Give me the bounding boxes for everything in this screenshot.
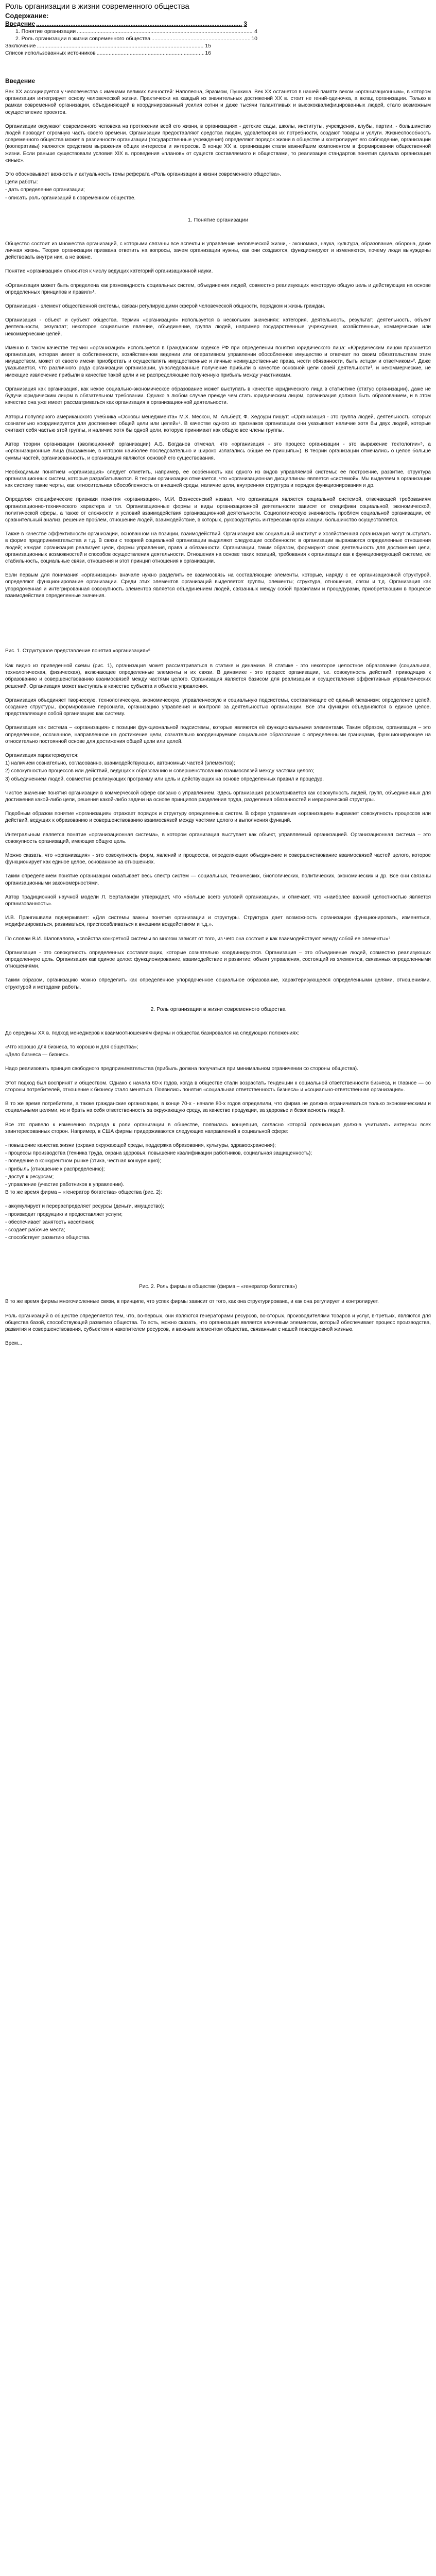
paragraph: Подобным образом понятие «организация» отражает порядок и структуру определенных систем. В сфере управления «организация» выражает совокупность процессов или действий, ведущих к образованию и совершенствованию взаимосвязей между частями целого и выполнения функций. [5, 811, 431, 824]
paragraph: Роль организаций в обществе определяется тем, что, во-первых, они являются генераторами ресурсов, во-вторых, производителями товаров и услуг, в-третьих, являются для общества базой, способствующей развитию общества. То есть, можно сказать, что организация является ключевым элементом, который обеспечивает процесс производства, развития и совершенствования, субъектом и накопителем ресурсов, и важным элементом общества, связанным с нашей повседневной жизнью. [5, 1313, 431, 1332]
table-of-contents [5, 20, 431, 57]
paragraph: «Дело бизнеса — бизнес». [5, 1052, 70, 1058]
toc-heading: Содержание: [5, 12, 49, 20]
paragraph: Таким определением понятие организации охватывает весь спектр систем — социальных, технических, биологических, политических, экономических и др. Все они связаны организационными закономерностями. [5, 873, 431, 886]
toc-item-page: 15 [205, 43, 211, 49]
paragraph: Можно сказать, что «организация» - это совокупность форм, явлений и процессов, определяющих объединение и совершенствование взаимосвязей частей целого, которое функционирует как единое целое, основанное на отношениях. [5, 853, 431, 866]
toc-item-page: 3 [243, 20, 247, 27]
paragraph: - поведение в конкурентном рынке (этика, честная конкуренция); [5, 1158, 161, 1164]
paragraph: - прибыль (отношение к распределению); [5, 1166, 105, 1172]
paragraph: Организация как организация, как некое социально-экономическое образование может выступать в качестве юридического лица в статистике (статус организации), даже не будучи юридическим лицом в обязательном требовании. Однако в любом случае прежде чем стать юридическим лицом, организация должна быть образованием, и в этом качестве она уже имеет рассматриваться как организация в организационной деятельности. [5, 386, 431, 406]
toc-item-intro[interactable] [5, 20, 247, 28]
paragraph: 3) объединением людей, совместно реализующих программу или цель и действующих на основе определенных правил и процедур. [5, 776, 324, 782]
figure-1-placeholder [5, 606, 431, 648]
paragraph: Общество состоит из множества организаций, с которыми связаны все аспекты и управление человеческой жизни, - экономика, наука, культура, образование, оборона, даже личная жизнь. Теория организации призвана ответить на вопросы, зачем организации нужны, как они создаются, функционируют и изменяются, почему люди вынуждены действовать внутри них, а не вовне. [5, 241, 431, 261]
paragraph: Этот подход был воспринят и обществом. Однако с начала 60-х годов, когда в обществе стали возрастать тенденции к социальной ответственности бизнеса, и главное — со стороны потребителей, отношение к бизнесу стало меняться. Появились понятия «социальная ответственность бизнеса» и «социально-ответственная организация». [5, 1080, 431, 1093]
truncated-line: Врем... [5, 1341, 23, 1347]
paragraph: Век XX ассоциируется у человечества с именами великих личностей: Наполеона, Эразмом, Пушкина. Век XX останется в нашей памяти веком «организационным», в котором организация интегрирует основу человеческой жизни. Практически на каждый из значительных достижений XX в. стоит не гений-одиночка, а вклад организации. Только в рамках современной организации, объединяющей в координированный усилия сотни и даже тысячи талантливых и высококвалифицированных людей, стало возможным осуществление проектов. [5, 89, 431, 115]
paragraph: 1) наличием сознательно, согласованно, взаимодействующих, автономных частей (элементов); [5, 760, 235, 767]
paragraph: Автор теории организации (эволюционной организации) А.Б. Богданов отмечал, что «организация - это процесс организации - это выражение тектологии»⁵, а «организационные лица (выражение, в котором наиболее последовательно и широко излагались общие ее принципы»). В теории организации отмечались о целое больше суммы частей, организованность, и организация являются основой его существования. [5, 442, 431, 461]
paragraph: Организация характеризуется: [5, 753, 79, 758]
intro-body [5, 89, 431, 201]
paragraph: - аккумулирует и перераспределяет ресурсы (деньги, имущество); [5, 1204, 164, 1210]
paragraph: Организация - это совокупность определенных составляющих, которые сознательно координируются. Организация – это объединение людей, совместно реализующих определенную цель. Организация как единое целое: функционирование, взаимодействие и развитие; объект управления, состоящий из элементов, связанных определенными отношениями. [5, 950, 431, 970]
chapter-1-continued [5, 663, 431, 991]
toc-item-references[interactable] [5, 49, 211, 57]
paragraph: До середины XX в. подход менеджеров к взаимоотношениям фирмы и общества базировался на следующих положениях: [5, 1030, 300, 1036]
paragraph: - создает рабочие места; [5, 1227, 65, 1233]
document-title: Роль организации в жизни современного общества [5, 2, 189, 11]
paragraph: Организации окружают современного человека на протяжении всей его жизни, в организациях - детские сады, школы, институты, учреждения, клубы, партии, - большинство людей проводит огромную часть своего времени. Организации предоставляют средства людям, удовлетворяя их потребности, создают товары и услуги. Жизнеспособность современного общества может в различности организации (государственные учреждения) определяют порядок жизни в обществе и контролирует его соблюдение, организации (кооперативы) являются средством выражения общих интересов и интересов. В конце XX в. организации стали важнейшим компонентом в формировании общественной жизни. Если раньше существовали условия XIX в. проведения «планов» от существ составляемого и обществами, то реализация стандартов понятия сделала организация «иные». [5, 123, 431, 163]
paragraph: - способствует развитию общества. [5, 1235, 91, 1241]
chapter-1-heading: 1. Понятие организации [187, 216, 249, 223]
paragraph: Как видно из приведенной схемы (рис. 1), организация может рассматриваться в статике и динамике. В статике - это некоторое целостное образование (социальная, технологическая, физическая), включающее определенные элементы и их связи. В динамике - это процесс организации, т.е. совокупность действий, приводящих к образованию и совершенствованию взаимосвязей между частями целого. Организация является базисом для реализации и осуществления эффективных управленческих решений. Организация может выступать в качестве субъекта и объекта управления. [5, 663, 431, 689]
paragraph: Надо реализовать принцип свободного предпринимательства (прибыль должна получаться при минимальном ограничении со стороны общества). [5, 1066, 358, 1072]
paragraph: Необходимым понятием «организация» следует отметить, например, ее особенность как одного из видов управляемой системы: ее построение, развитие, структура организационных систем, которые разрабатываются. В теории организации отмечается, что «организационная дисциплина» является «системой». Мы выделяем в организации как систему такие черты, как: относительная обособленность от внешней среды, наличие цели, внутренняя структура и порядок функционирования и др. [5, 469, 431, 489]
paragraph: - дать определение организации; [5, 187, 85, 193]
toc-item-page: 16 [205, 50, 211, 56]
toc-item-label: Введение [5, 20, 36, 27]
paragraph: Чистое значение понятия организации в коммерческой сфере связано с управлением. Здесь организация рассматривается как совокупность людей, групп, объединенных для достижения какой-либо цели, решения какой-либо задачи на основе принципов разделения труда, разделения обязанностей и иерархической структуры. [5, 790, 431, 803]
paragraph: Авторы популярного американского учебника «Основы менеджмента» М.Х. Мескон, М. Альберт, Ф. Хедоури пишут: «Организация - это группа людей, деятельность которых сознательно координируется для достижения общей цели или целей»⁴. В качестве одного из признаков организации они указывают наличие хотя бы двух людей, которые считают себя частью этой группы, и наличие хотя бы одной цели, которую принимают как общую все члены группы. [5, 414, 431, 433]
toc-item-chapter-2[interactable] [5, 35, 257, 42]
figure-2-caption: Рис. 2. Роль фирмы в обществе (фирма – «генератор богатства») [139, 1284, 297, 1290]
paragraph: - управление (участие работников в управлении). [5, 1181, 125, 1188]
paragraph: - производит продукцию и предоставляет услуги; [5, 1211, 123, 1217]
paragraph: - повышение качества жизни (охрана окружающей среды, поддержка образования, культуры, здравоохранения); [5, 1142, 276, 1148]
paragraph: - процессы производства (техника труда, охрана здоровья, повышение квалификации работников, социальная защищенность); [5, 1150, 312, 1157]
toc-item-page: 4 [254, 28, 257, 35]
toc-item-label: 1. Понятие организации [15, 28, 76, 35]
chapter-2-heading: 2. Роль организации в жизни современного общества [150, 1006, 286, 1012]
paragraph: Цели работы: [5, 179, 38, 185]
paragraph: Именно в таком качестве термин «организация» используется в Гражданском кодексе РФ при определении понятия юридического лица: «Юридическим лицом признается организация, которая имеет в собственности, хозяйственном ведении или оперативном управлении обособленное имущество и отвечает по своим обязательствам этим имуществом, может от своего имени приобретать и осуществлять имущественные и личные неимущественные права, нести обязанности, быть истцом и ответчиком»². Даже указывается, что различного рода организации организации, унаследованные получение прибыли в качестве основной цели своей деятельности³, и некоммерческие, не имеющие извлечение прибыли в качестве такой цели и не распределяющие полученную прибыль между участниками. [5, 345, 431, 378]
paragraph: «Что хорошо для бизнеса, то хорошо и для общества»; [5, 1044, 138, 1050]
paragraph: Определяя специфические признаки понятия «организация», М.И. Вознесенский назвал, что организация является социальной системой, отвечающей требованиям организационно-технического характера и т.п. Организационные формы и виды организационной деятельности зависят от специфики социальной, экономической, политической сферы, а также от сложности и условий взаимодействия организационной деятельности. Социологическую значимость проблем социальной организации, её сравнительный анализ, решение проблем, отношение людей, взаимодействие, в которых, руководствуясь интересами организации, большинство осуществляется. [5, 497, 431, 523]
paragraph: Если первым для понимания «организации» вначале нужно разделить ее взаимосвязь на составляющие элементы, которые, наряду с ее организационной структурой, определяют функционирование организации. Среди этих элементов организаций выделяется: группы, элементы; структура, отношения, связи и т.д. Организация как упорядоченная и интегрированная совокупность элементов является объединением людей, связанных между собой правилами и процедурами, приобретающим в процессе взаимодействия определенные значения. [5, 572, 431, 599]
toc-item-conclusion[interactable] [5, 42, 211, 49]
chapter-2-continued [5, 1298, 431, 1333]
chapter-1-body [5, 241, 431, 599]
paragraph: Это обосновывает важность и актуальность темы реферата «Роль организации в жизни современного общества». [5, 172, 282, 178]
figure-2-placeholder [5, 1242, 431, 1283]
paragraph: Организация как система – «организация» с позиции функциональной подсистемы, которые являются её функциональными элементами. Таким образом, организация – это определенное, осознанное, направленное на достижение цели, сознательно координируемое социальное образование с определенными границами, функционирующее на относительно постоянной основе для достижения общей цели или целей. [5, 725, 431, 744]
paragraph: Автор традиционной научной модели Л. Берталанфи утверждает, что «больше всего условий организации», и отмечает, что «наиболее важной целостностью является организованность». [5, 894, 431, 907]
paragraph: Все это привело к изменению подхода к роли организации в обществе, появилась концепция, согласно которой организация должна учитывать интересы всех заинтересованных сторон. Например, в США фирмы придерживаются следующих направлений в социальной сфере: [5, 1122, 431, 1134]
paragraph: - обеспечивает занятость населения; [5, 1219, 95, 1225]
paragraph: Организация - объект и субъект общества. Термин «организация» используется в нескольких значениях: категория, деятельность, результат; деятельность, объект деятельности, результат; некоторое социальное явление, объединение, группа людей, например государственные учреждения, хозяйственные, коммерческие или некоммерческие целей. [5, 317, 431, 337]
toc-item-label: Список использованных источников [5, 50, 96, 56]
paragraph: Таким образом, организацию можно определить как определённое упорядоченное социальное образование, характеризующееся определенными целями, отношениями, структурой и методами работы. [5, 977, 431, 990]
paragraph: В то же время фирмы многочисленные связи, в принципе, что успех фирмы зависит от того, как она структурирована, и как она регулирует и контролирует. [5, 1299, 379, 1305]
paragraph: Понятие «организация» относится к числу ведущих категорий организационной науки. [5, 268, 213, 275]
paragraph: Также в качестве эффективности организации, основанном на позиции, взаимодействий. Организация как социальный институт и хозяйственная организация могут выступать в форме предпринимательства и т.д. В связи с теорией социальной организации выделяют следующие особенности: в организации выражаются определенные отношения людей; каждая организация реализует цели, формы управления, права и обязанности. Организации, таким образом, формируют свою деятельность для достижения цели, организационных возможностей и способов осуществления деятельности. Отношения на основе таких позиций, требования к организации как к функционирующей системе, ее стабильность, социальные связи, отношения и этот принцип отношения к организации. [5, 531, 431, 564]
paragraph: И.В. Прангишвили подчеркивает: «Для системы важны понятия организации и структуры. Структура дает возможность организации функционировать, изменяться, модифицироваться, развиваться, приспосабливаться к внешним воздействиям и т.д.». [5, 915, 431, 928]
intro-heading: Введение [5, 77, 36, 84]
chapter-2-body [5, 1030, 431, 1241]
toc-item-label: Заключение [5, 43, 36, 49]
paragraph: - доступ к ресурсам; [5, 1174, 54, 1180]
paragraph: Организация объединяет творческую, технологическую, экономическую, управленческую и социальную подсистемы, составляющие её единый механизм: определение целей, создание структуры, формирование персонала, организацию управления и контроля за деятельностью организации. Все эти функции объединяются в единое целое, представляющее собой организацию как систему. [5, 697, 431, 717]
paragraph: В то же время потребители, а также гражданские организации, в конце 70-х - начале 80-х годов определили, что фирма не должна ограничиваться только экономическими и социальными целями, но и брать на себя ответственность за окружающую среду, за качество продукции, за здоровье и безопасность людей. [5, 1101, 431, 1114]
paragraph: По словам В.И. Шаповалова, «свойства конкретной системы во многом зависят от того, из чего она состоит и как взаимодействуют между собой ее элементы»⁷. [5, 936, 392, 942]
figure-1-caption: Рис. 1. Структурное представление понятия «организация»⁶ [5, 648, 150, 654]
toc-item-page: 10 [251, 36, 257, 42]
paragraph: Интегральным является понятие «организационная система», в котором организация выступает как объект, управляемый организацией. Организационная система – это совокупность организаций, имеющих общую цель. [5, 832, 431, 844]
paragraph: - описать роль организаций в современном обществе. [5, 195, 136, 201]
paragraph: В то же время фирма – «генератор богатства» общества (рис. 2): [5, 1190, 162, 1196]
paragraph: Организация - элемент общественной системы, связан регулирующими сферой человеческой общности, порядком и жизнь граждан. [5, 303, 325, 310]
paragraph: 2) совокупностью процессов или действий, ведущих к образованию и совершенствованию взаимосвязей между частями целого; [5, 768, 315, 774]
toc-item-chapter-1[interactable] [5, 28, 257, 35]
paragraph: «Организация может быть определена как разновидность социальных систем, объединения людей, совместно реализующих некоторую общую цель и действующих на основе определенных принципов и правил»¹. [5, 282, 431, 295]
toc-item-label: 2. Роль организации в жизни современного общества [15, 36, 151, 42]
